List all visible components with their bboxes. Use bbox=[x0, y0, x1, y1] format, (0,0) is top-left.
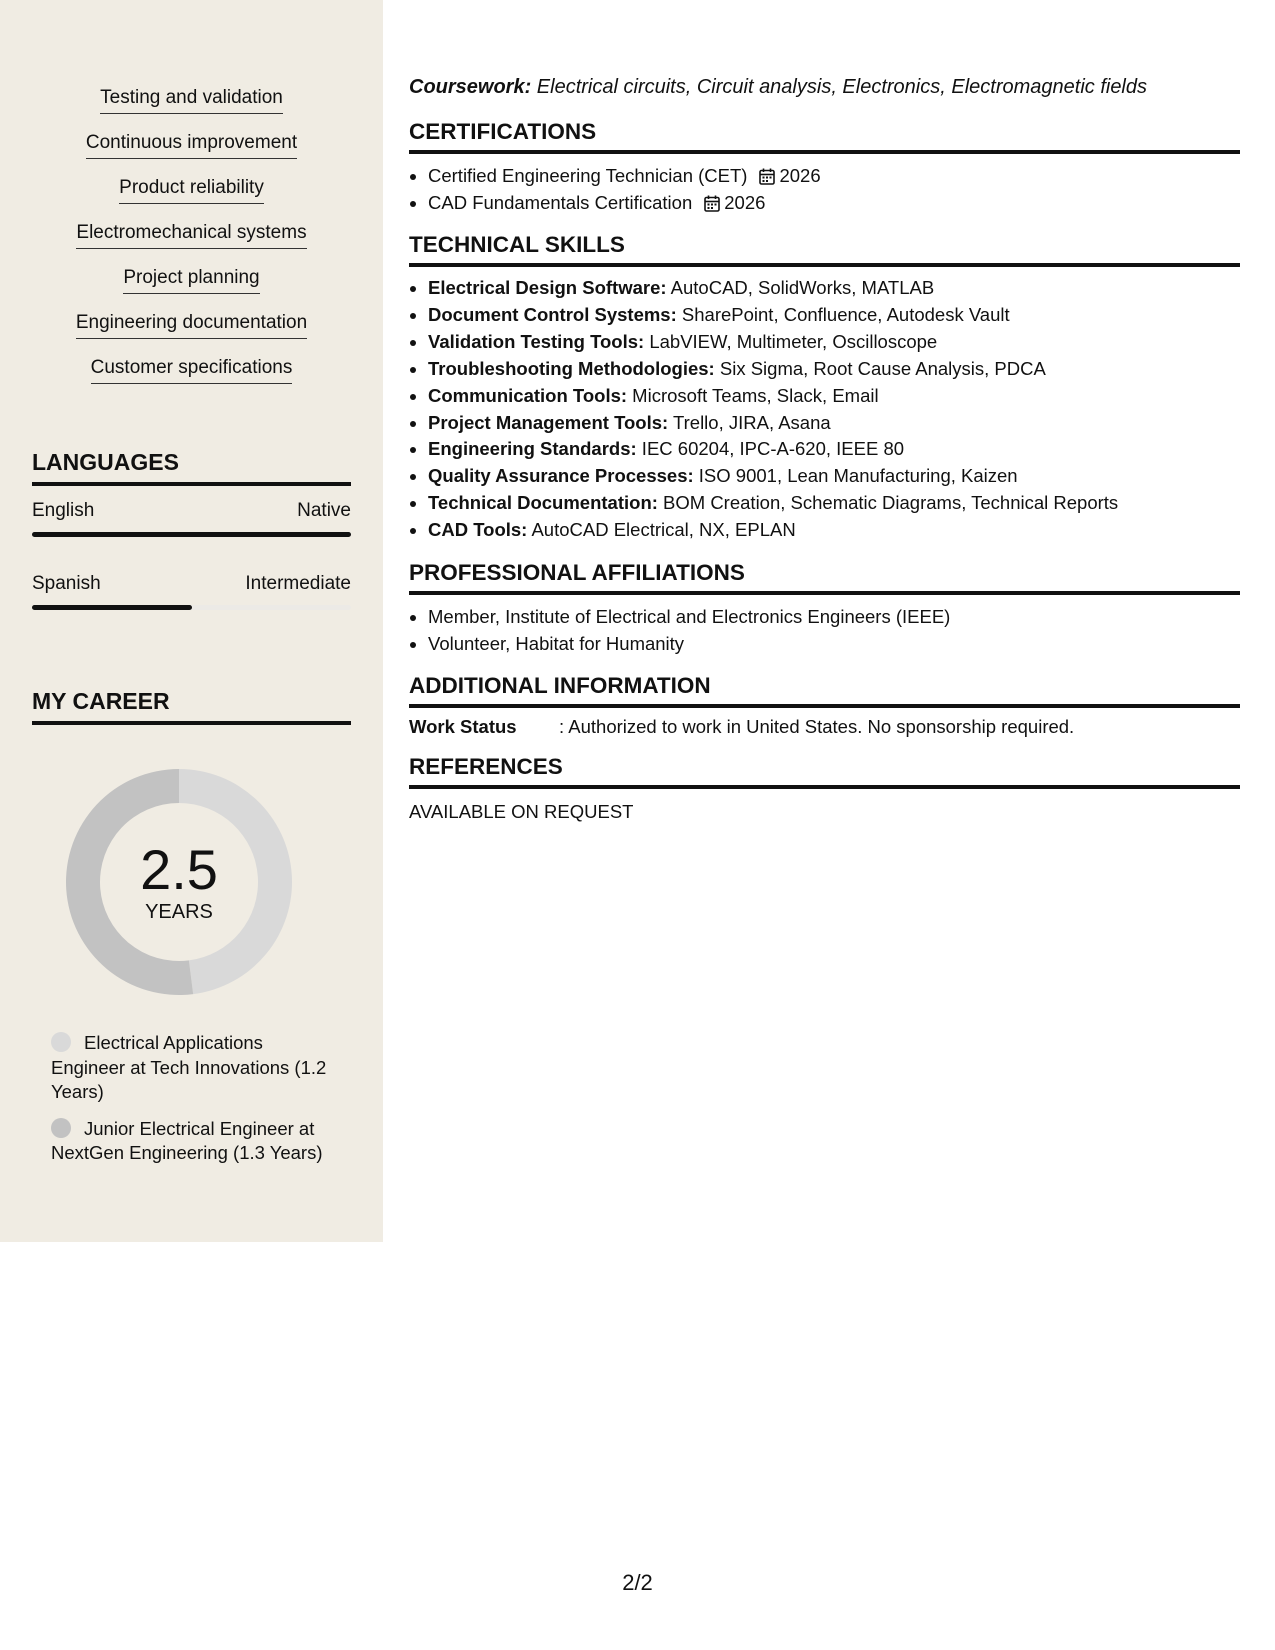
skill-item bbox=[32, 131, 351, 176]
references-section bbox=[409, 754, 1240, 823]
certifications-heading: CERTIFICATIONS bbox=[409, 119, 1240, 154]
calendar-icon bbox=[759, 168, 775, 185]
language-proficiency-fill bbox=[32, 605, 192, 610]
skill-values: Six Sigma, Root Cause Analysis, PDCA bbox=[714, 357, 1046, 379]
work-status-value: : Authorized to work in United States. No sponsorship required. bbox=[559, 716, 1075, 738]
affiliation-item: • Volunteer, Habitat for Humanity bbox=[428, 630, 1240, 657]
skill-item bbox=[32, 86, 351, 131]
affiliations-list bbox=[409, 603, 1240, 657]
technical-skill-item bbox=[428, 463, 1240, 490]
language-level: Intermediate bbox=[245, 573, 351, 594]
language-name: Spanish bbox=[32, 573, 101, 594]
skill-category: Troubleshooting Methodologies: bbox=[428, 357, 715, 379]
skill-values: AutoCAD Electrical, NX, EPLAN bbox=[527, 519, 796, 541]
additional-info-section bbox=[409, 673, 1240, 738]
technical-skill-item bbox=[428, 302, 1240, 329]
technical-skill-item bbox=[428, 436, 1240, 463]
page-number: 2/2 bbox=[622, 1570, 653, 1595]
career-donut-chart bbox=[66, 769, 292, 995]
legend-dot-icon bbox=[51, 1118, 71, 1138]
skill-category: Electrical Design Software: bbox=[428, 277, 667, 298]
certification-item bbox=[428, 189, 1240, 216]
language-proficiency-fill bbox=[32, 532, 351, 537]
career-legend-label: Electrical Applications Engineer at Tech Innovations (1.2 Years) bbox=[51, 1032, 327, 1102]
language-name: English bbox=[32, 500, 95, 521]
technical-skill-item bbox=[428, 356, 1240, 383]
career-total-unit: YEARS bbox=[145, 900, 213, 923]
work-status-label: Work Status bbox=[409, 716, 517, 738]
skills-list bbox=[32, 0, 351, 401]
skill-category: Project Management Tools: bbox=[428, 411, 669, 433]
skill-label: Product reliability bbox=[119, 176, 264, 204]
skill-item bbox=[32, 221, 351, 266]
technical-skills-section bbox=[409, 232, 1240, 544]
technical-skill-item bbox=[428, 275, 1240, 302]
certification-item bbox=[428, 162, 1240, 189]
career-total bbox=[66, 769, 292, 995]
skill-category: Document Control Systems: bbox=[428, 303, 677, 325]
career-legend-item bbox=[51, 1117, 341, 1166]
certifications-list bbox=[409, 162, 1240, 216]
technical-skills-heading: TECHNICAL SKILLS bbox=[409, 232, 1240, 267]
skill-item bbox=[32, 176, 351, 221]
skill-label: Project planning bbox=[123, 266, 259, 294]
technical-skills-list bbox=[409, 275, 1240, 544]
language-spanish bbox=[32, 573, 351, 610]
career-legend-label: Junior Electrical Engineer at NextGen Engineering (1.3 Years) bbox=[51, 1117, 323, 1163]
skill-category: Validation Testing Tools: bbox=[428, 330, 645, 352]
skill-item bbox=[32, 356, 351, 401]
skill-label: Engineering documentation bbox=[76, 311, 307, 339]
work-status-row bbox=[409, 716, 1240, 738]
skill-label: Customer specifications bbox=[91, 356, 293, 384]
skill-values: AutoCAD, SolidWorks, MATLAB bbox=[666, 277, 935, 298]
skill-category: CAD Tools: bbox=[428, 519, 528, 541]
certification-year: 2026 bbox=[724, 192, 766, 213]
skill-values: LabVIEW, Multimeter, Oscilloscope bbox=[644, 330, 938, 352]
coursework-label: Coursework: bbox=[409, 76, 532, 98]
affiliations-heading: PROFESSIONAL AFFILIATIONS bbox=[409, 560, 1240, 595]
career-heading: MY CAREER bbox=[32, 688, 351, 725]
skill-label: Electromechanical systems bbox=[76, 221, 306, 249]
references-text: AVAILABLE ON REQUEST bbox=[409, 801, 634, 823]
language-english bbox=[32, 500, 351, 537]
affiliations-section bbox=[409, 560, 1240, 657]
skill-category: Engineering Standards: bbox=[428, 438, 637, 460]
sidebar bbox=[0, 0, 383, 1242]
skill-values: IEC 60204, IPC-A-620, IEEE 80 bbox=[636, 438, 905, 460]
career-legend bbox=[51, 1031, 341, 1166]
affiliation-item: • Member, Institute of Electrical and Electronics Engineers (IEEE) bbox=[428, 603, 1240, 630]
language-level: Native bbox=[297, 500, 351, 521]
technical-skill-item bbox=[428, 490, 1240, 517]
main-content bbox=[409, 76, 1240, 823]
language-proficiency-bar bbox=[32, 532, 351, 537]
skill-item bbox=[32, 266, 351, 311]
certification-year: 2026 bbox=[779, 165, 821, 186]
skill-values: Microsoft Teams, Slack, Email bbox=[627, 384, 879, 406]
languages-heading: LANGUAGES bbox=[32, 449, 351, 486]
skill-values: BOM Creation, Schematic Diagrams, Technical Reports bbox=[657, 492, 1119, 514]
technical-skill-item bbox=[428, 383, 1240, 410]
coursework bbox=[409, 76, 1240, 99]
coursework-text: Electrical circuits, Circuit analysis, Electronics, Electromagnetic fields bbox=[531, 76, 1148, 98]
technical-skill-item bbox=[428, 410, 1240, 437]
skill-item bbox=[32, 311, 351, 356]
calendar-icon bbox=[704, 195, 720, 212]
career-legend-item bbox=[51, 1031, 341, 1105]
skill-category: Technical Documentation: bbox=[428, 492, 658, 514]
certification-name: Certified Engineering Technician (CET) bbox=[428, 165, 748, 186]
certification-name: CAD Fundamentals Certification bbox=[428, 192, 693, 213]
skill-label: Continuous improvement bbox=[86, 131, 297, 159]
references-heading: REFERENCES bbox=[409, 754, 1240, 789]
language-proficiency-bar bbox=[32, 605, 351, 610]
skill-category: Communication Tools: bbox=[428, 384, 628, 406]
skill-values: SharePoint, Confluence, Autodesk Vault bbox=[676, 303, 1010, 325]
skill-label: Testing and validation bbox=[100, 86, 283, 114]
technical-skill-item bbox=[428, 517, 1240, 544]
skill-values: Trello, JIRA, Asana bbox=[668, 411, 831, 433]
career-total-value: 2.5 bbox=[140, 837, 218, 901]
skill-values: ISO 9001, Lean Manufacturing, Kaizen bbox=[693, 465, 1018, 487]
additional-info-heading: ADDITIONAL INFORMATION bbox=[409, 673, 1240, 708]
skill-category: Quality Assurance Processes: bbox=[428, 465, 694, 487]
legend-dot-icon bbox=[51, 1032, 71, 1052]
technical-skill-item bbox=[428, 329, 1240, 356]
